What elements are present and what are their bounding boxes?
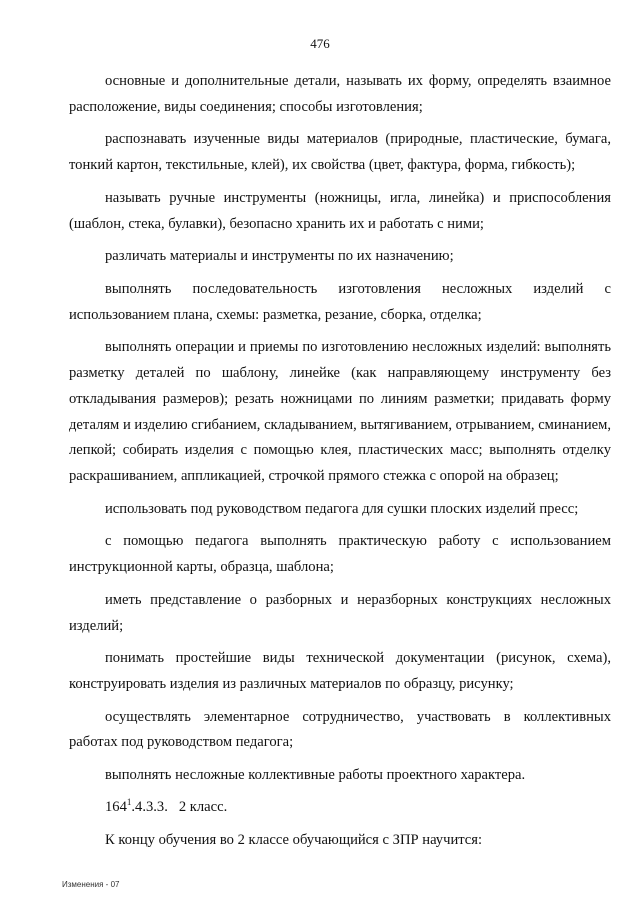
paragraph: осуществлять элементарное сотрудничество, участвовать в коллективных работах под руководством педагога; [69,708,611,751]
paragraph: различать материалы и инструменты по их назначению; [105,248,454,265]
paragraph: называть ручные инструменты (ножницы, игла, линейка) и приспособления (шаблон, стека, булавки), безопасно хранить их и работать с ними; [69,189,611,232]
section-heading [69,795,611,821]
paragraph: выполнять операции и приемы по изготовлению несложных изделий: выполнять разметку деталей по шаблону, линейке (как направляющему инструменту без откладывания размеров); резать ножницами по линиям разметки; придавать форму деталям и изделию сгибанием, складыванием, вытягиванием, отрыванием, сминанием, лепкой; собирать изделия с помощью клея, пластических масс; выполнять отделку раскрашиванием, аппликацией, строчкой прямого стежка с опорой на образец; [69,339,611,485]
paragraph: выполнять несложные коллективные работы проектного характера. [105,766,526,783]
paragraph: выполнять последовательность изготовления несложных изделий с использованием плана, схемы: разметка, резание, сборка, отделка; [69,280,611,323]
footer-note: Изменения - 07 [62,880,120,889]
paragraph: основные и дополнительные детали, называть их форму, определять взаимное расположение, виды соединения; способы изготовления; [69,73,611,115]
paragraph: понимать простейшие виды технической документации (рисунок, схема), конструировать изделия из различных материалов по образцу, рисунку; [69,650,611,692]
section-number-sup: 1 [126,797,132,808]
section-title: 2 класс. [178,799,228,816]
paragraph: иметь представление о разборных и неразборных конструкциях несложных изделий; [69,591,611,634]
closing-paragraph: К концу обучения во 2 классе обучающийся с ЗПР научится: [105,832,483,849]
section-number-main: 164 [105,799,127,816]
document-body [69,69,611,861]
paragraph: с помощью педагога выполнять практическую работу с использованием инструкционной карты, образца, шаблона; [69,533,611,576]
paragraph: использовать под руководством педагога для сушки плоских изделий пресс; [105,500,579,517]
section-number-rest: .4.3.3. [131,799,168,816]
page-number: 476 [310,36,330,51]
paragraph: распознавать изученные виды материалов (природные, пластические, бумага, тонкий картон, текстильные, клей), их свойства (цвет, фактура, форма, гибкость); [69,131,611,174]
